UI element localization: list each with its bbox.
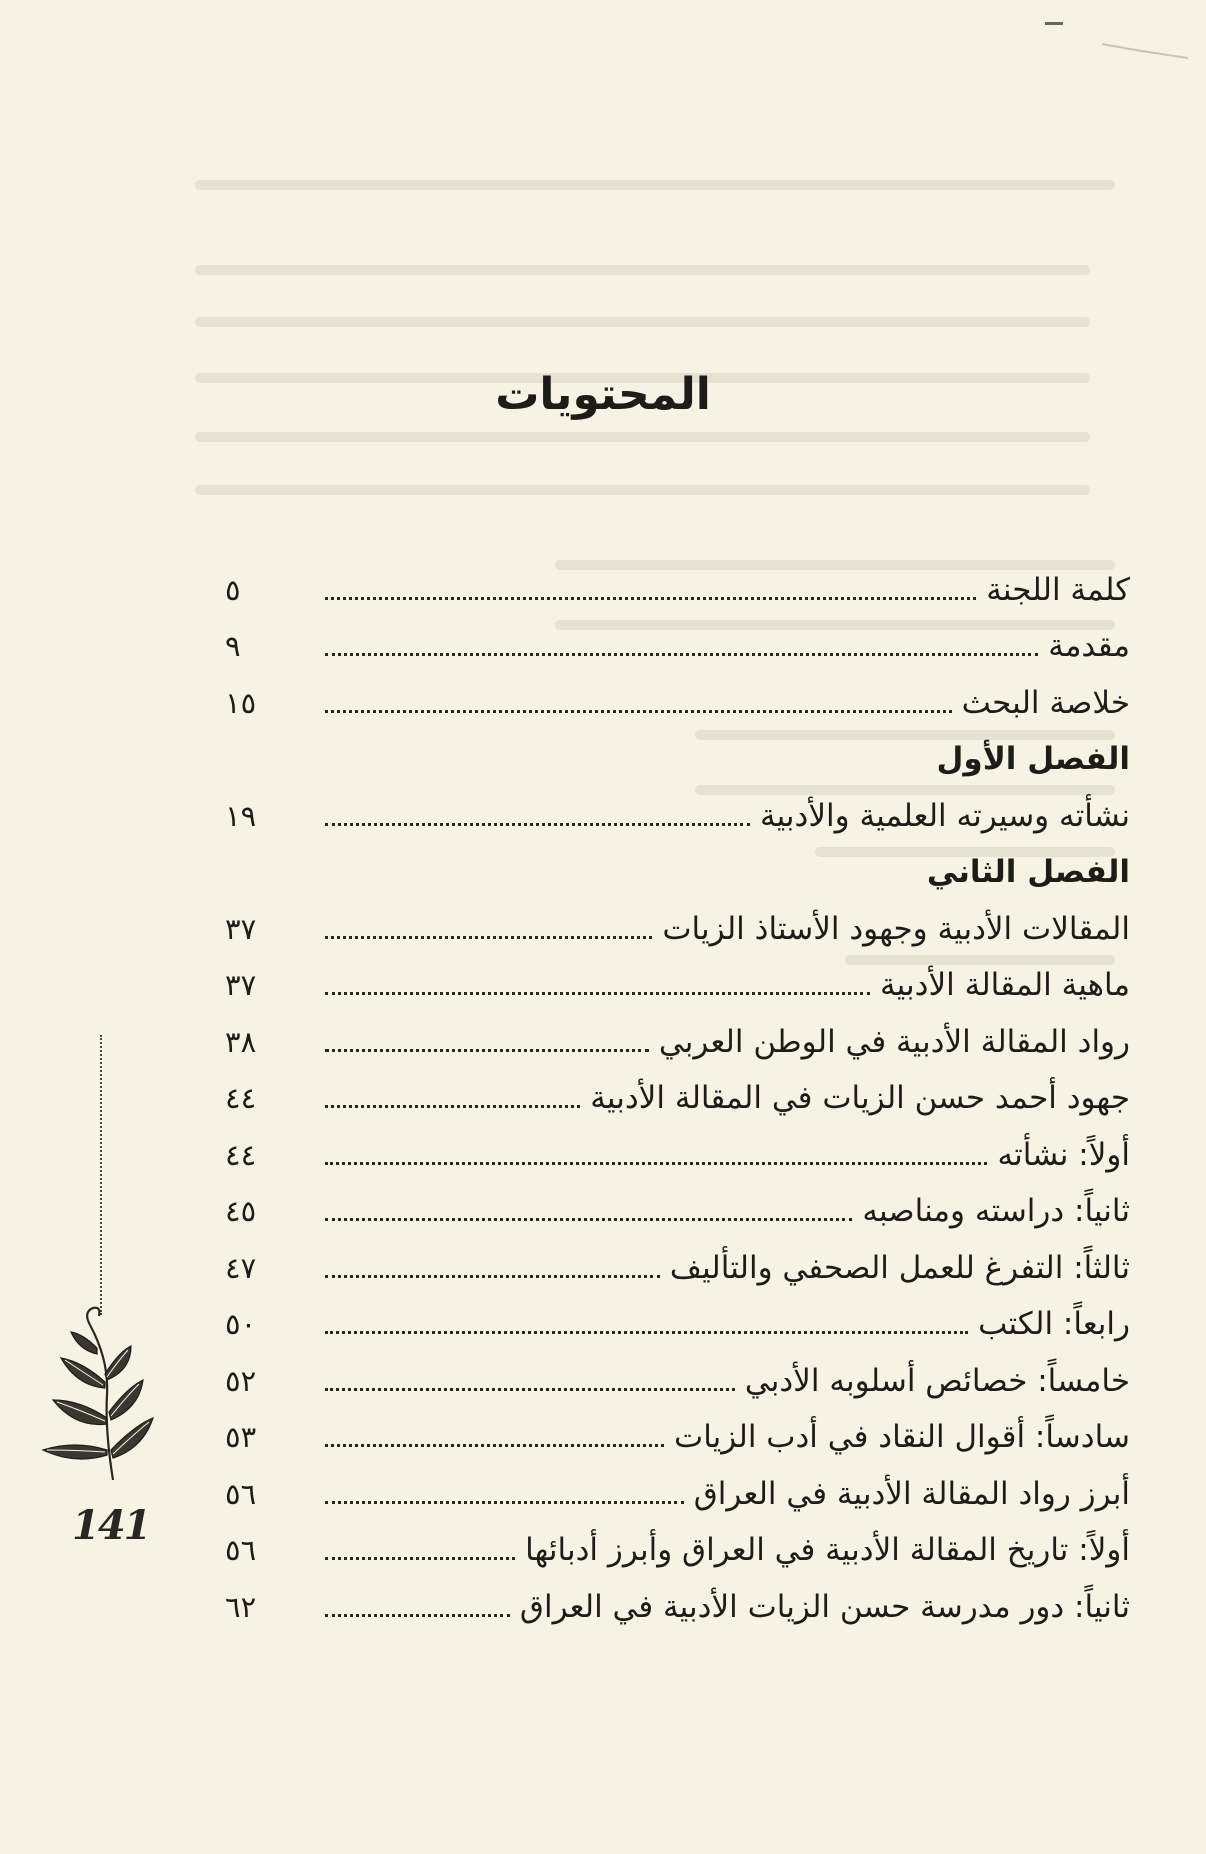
toc-entry-label: ماهية المقالة الأدبية [880,967,1130,1003]
toc-entry [225,1514,1130,1571]
toc-entry-page: ٥ [225,572,241,607]
toc-entry-label: رابعاً: الكتب [978,1306,1130,1342]
dot-leader [325,1105,580,1108]
toc-entry [225,892,1130,949]
dot-leader [325,1444,664,1447]
toc-entry [225,1401,1130,1458]
toc-entry-page: ٦٢ [225,1589,257,1624]
dot-leader [325,1388,735,1391]
dot-leader [325,597,976,600]
toc-entry-label: كلمة اللجنة [986,571,1130,608]
toc-entry-page: ١٥ [225,685,257,720]
toc-entry-label: الفصل الأول [936,741,1130,777]
toc-entry [225,779,1130,836]
toc-entry-page: ٥٠ [225,1307,257,1341]
toc-entry-label: أبرز رواد المقالة الأدبية في العراق [693,1475,1130,1512]
toc-entry-page: ١٩ [225,798,257,833]
toc-entry [225,1457,1130,1514]
table-of-contents [225,553,1130,1627]
dot-leader [325,1501,684,1504]
toc-entry [225,949,1130,1006]
toc-entry-page: ٩ [225,629,241,663]
toc-entry-label: خلاصة البحث [961,684,1130,721]
dot-leader [325,936,652,939]
toc-entry [225,1062,1130,1119]
toc-entry-label: مقدمة [1048,628,1130,664]
toc-entry [225,1288,1130,1345]
toc-entry-label: ثانياً: دراسته ومناصبه [862,1193,1130,1229]
dot-leader [325,1557,515,1560]
toc-entry [225,1175,1130,1232]
toc-entry [225,666,1130,723]
leaf-sprig-icon [35,1300,155,1490]
dot-leader [325,1331,968,1334]
margin-dotted-rule [100,1035,102,1315]
toc-entry-label: سادساً: أقوال النقاد في أدب الزيات [674,1419,1130,1455]
toc-entry [225,1231,1130,1288]
toc-entry-page: ٤٤ [225,1137,257,1172]
toc-entry-label: المقالات الأدبية وجهود الأستاذ الزيات [662,910,1130,947]
paper-mark [1045,22,1063,25]
toc-entry-label: أولاً: نشأته [997,1136,1130,1173]
toc-entry-page: ٤٤ [225,1081,257,1115]
toc-entry [225,610,1130,667]
dot-leader [325,1162,987,1165]
toc-entry-label: خامساً: خصائص أسلوبه الأدبي [744,1362,1130,1399]
toc-entry-page: ٣٧ [225,968,257,1002]
page-title: المحتويات [495,369,711,421]
toc-entry-page: ٥٣ [225,1420,257,1454]
toc-entry-label: نشأته وسيرته العلمية والأدبية [759,797,1130,834]
toc-entry-page: ٤٧ [225,1250,257,1285]
toc-entry-page: ٥٢ [225,1363,257,1398]
toc-entry [225,1344,1130,1401]
page-number: 141 [72,1502,150,1549]
toc-entry-page: ٥٦ [225,1533,257,1567]
toc-entry-page: ٣٧ [225,911,257,946]
dot-leader [325,1049,649,1052]
toc-entry-label: الفصل الثاني [926,854,1130,890]
toc-entry-page: ٣٨ [225,1024,257,1059]
toc-entry [225,553,1130,610]
toc-chapter-heading [225,836,1130,893]
toc-entry-page: ٥٦ [225,1476,257,1511]
paper-crease [1100,40,1190,60]
toc-entry-label: أولاً: تاريخ المقالة الأدبية في العراق وأبرز أدبائها [525,1532,1130,1568]
dot-leader [325,1275,660,1278]
toc-entry [225,1005,1130,1062]
dot-leader [325,823,750,826]
dot-leader [325,1218,852,1221]
dot-leader [325,992,870,995]
dot-leader [325,653,1038,656]
toc-entry-label: رواد المقالة الأدبية في الوطن العربي [658,1023,1130,1060]
toc-entry [225,1118,1130,1175]
dot-leader [325,1614,510,1617]
toc-entry-label: ثالثاً: التفرغ للعمل الصحفي والتأليف [669,1249,1130,1286]
toc-entry-label: ثانياً: دور مدرسة حسن الزيات الأدبية في العراق [519,1588,1130,1625]
toc-entry-label: جهود أحمد حسن الزيات في المقالة الأدبية [590,1080,1130,1116]
toc-chapter-heading [225,723,1130,780]
toc-entry-page: ٤٥ [225,1194,257,1228]
dot-leader [325,710,952,713]
toc-entry [225,1570,1130,1627]
